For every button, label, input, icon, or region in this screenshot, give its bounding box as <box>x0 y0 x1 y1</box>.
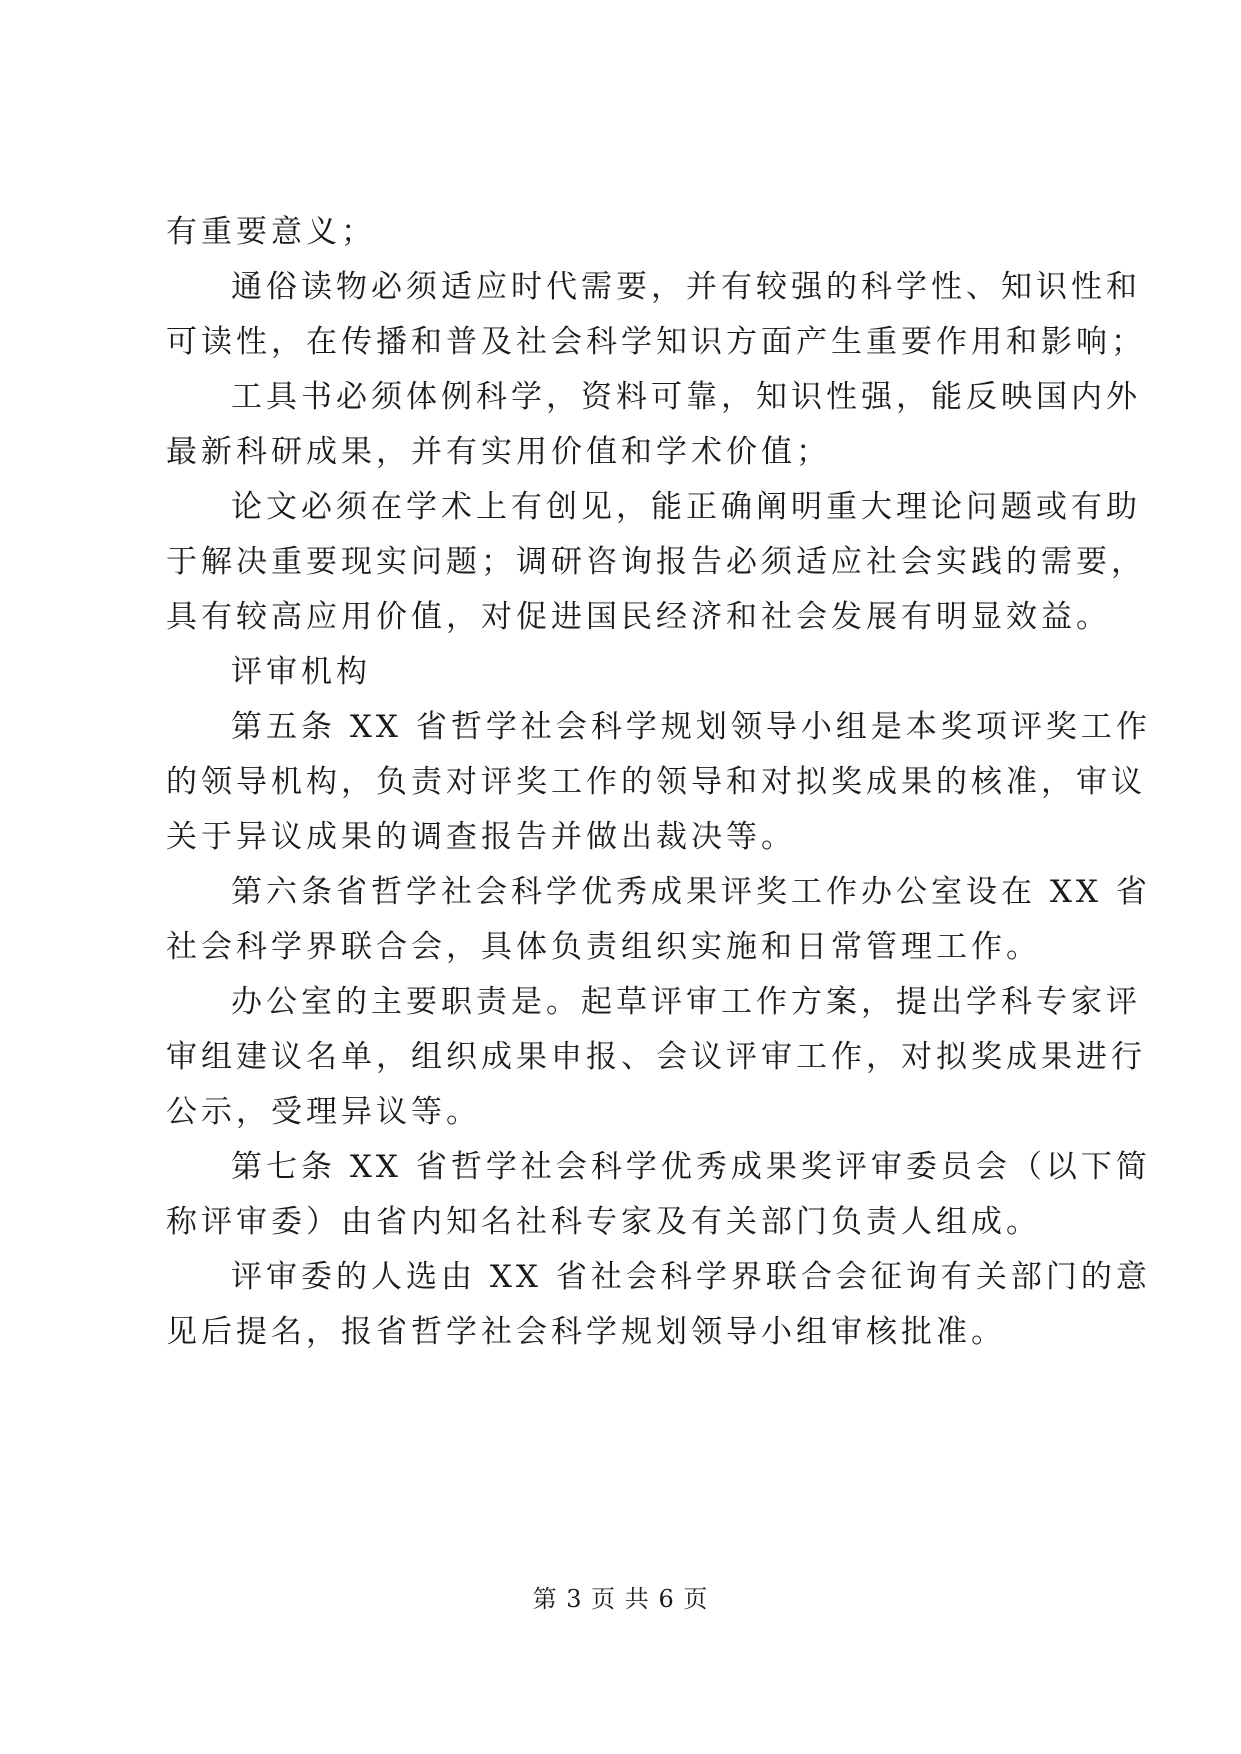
text-line: 具有较高应用价值，对促进国民经济和社会发展有明显效益。 <box>166 599 1111 635</box>
text-line: 论文必须在学术上有创见，能正确阐明重大理论问题或有助 <box>231 489 1141 525</box>
text-line: 社会科学界联合会，具体负责组织实施和日常管理工作。 <box>166 929 1041 965</box>
text-line: 公示，受理异议等。 <box>166 1094 481 1130</box>
text-line: 称评审委）由省内知名社科专家及有关部门负责人组成。 <box>166 1204 1041 1240</box>
text-line: 关于异议成果的调查报告并做出裁决等。 <box>166 819 796 855</box>
text-line: 第五条 XX 省哲学社会科学规划领导小组是本奖项评奖工作 <box>231 709 1151 745</box>
text-line: 有重要意义； <box>166 214 376 250</box>
text-line: 审组建议名单，组织成果申报、会议评审工作，对拟奖成果进行 <box>166 1039 1146 1075</box>
text-line: 办公室的主要职责是。起草评审工作方案，提出学科专家评 <box>231 984 1141 1020</box>
text-line: 见后提名，报省哲学社会科学规划领导小组审核批准。 <box>166 1314 1006 1350</box>
text-line: 第七条 XX 省哲学社会科学优秀成果奖评审委员会（以下简 <box>231 1149 1151 1185</box>
text-line: 通俗读物必须适应时代需要，并有较强的科学性、知识性和 <box>231 269 1141 305</box>
section-heading: 评审机构 <box>231 654 371 690</box>
text-line: 评审委的人选由 XX 省社会科学界联合会征询有关部门的意 <box>231 1259 1151 1295</box>
text-line: 第六条省哲学社会科学优秀成果评奖工作办公室设在 XX 省 <box>231 874 1151 910</box>
text-line: 可读性，在传播和普及社会科学知识方面产生重要作用和影响； <box>166 324 1146 360</box>
text-line: 于解决重要现实问题；调研咨询报告必须适应社会实践的需要， <box>166 544 1146 580</box>
text-line: 工具书必须体例科学，资料可靠，知识性强，能反映国内外 <box>231 379 1141 415</box>
text-line: 的领导机构，负责对评奖工作的领导和对拟奖成果的核准，审议 <box>166 764 1146 800</box>
page-footer: 第 3 页 共 6 页 <box>532 1585 709 1613</box>
text-line: 最新科研成果，并有实用价值和学术价值； <box>166 434 831 470</box>
